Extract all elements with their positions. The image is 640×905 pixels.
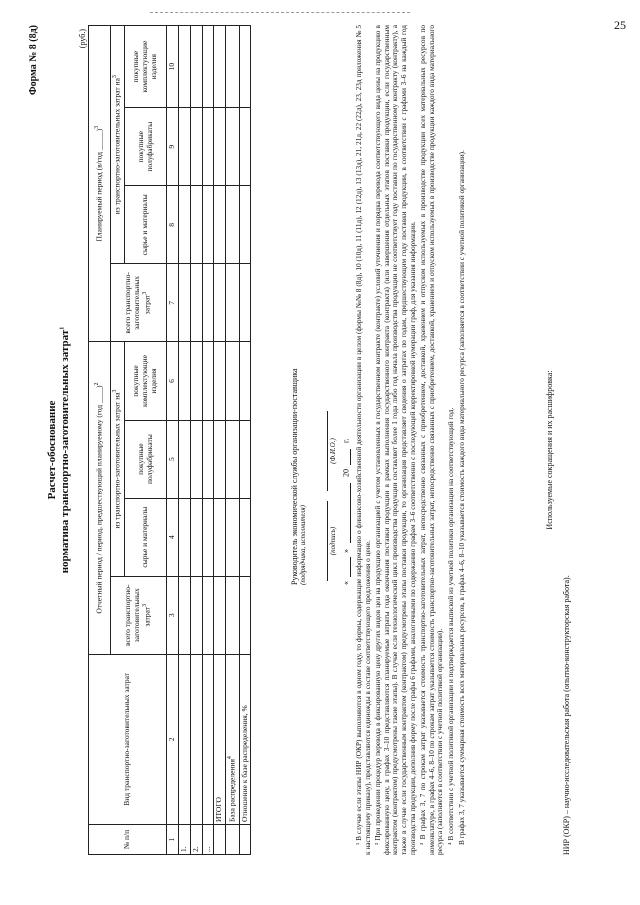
row-num: 1. bbox=[178, 824, 190, 854]
name-caption: (Ф.И.О.) bbox=[328, 438, 337, 464]
table-row-ratio bbox=[239, 26, 251, 855]
page-number: 25 bbox=[614, 18, 626, 32]
table-row bbox=[190, 26, 202, 855]
form-number: Форма № 8 (8д) bbox=[28, 25, 39, 96]
table-row bbox=[202, 26, 214, 855]
calculation-table bbox=[88, 25, 251, 855]
col-number: 2 bbox=[167, 654, 179, 824]
col-number: 7 bbox=[167, 264, 179, 342]
signer-title: Руководитель экономической службы организации-поставщика bbox=[290, 368, 299, 585]
row-num: 2. bbox=[190, 824, 202, 854]
col-header-raw: сырье и материалы bbox=[125, 498, 167, 576]
abbreviation-item: НИР (ОКР) – научно-исследовательская работа (опытно-конструкторская работа). bbox=[562, 575, 571, 855]
table-row-total bbox=[214, 26, 226, 855]
table-row-base bbox=[226, 26, 239, 855]
signature-caption: (подпись) bbox=[328, 526, 337, 556]
signature-block bbox=[290, 285, 351, 585]
footnote: В графах 3, 7 указывается суммарная стоимость всех материальных ресурсов, в графах 4–6, 8–10 указывается стоимость каждого вида материального ресурса (заполняется в соответствии с учетной политикой организации). bbox=[456, 150, 466, 845]
col-number: 9 bbox=[167, 108, 179, 186]
col-header-type: Вид транспортно-заготовительных затрат bbox=[89, 654, 167, 824]
date-line: «» 20 г. bbox=[341, 438, 351, 585]
signer-subtitle: (подрядчика, исполнителя) bbox=[299, 504, 308, 585]
col-number: 10 bbox=[167, 26, 179, 108]
row-label-base: База распределения$^4$ bbox=[226, 654, 239, 824]
group-header-report: Отчетный период / период, предшествующий планируемому (год ____)$^2$ bbox=[89, 342, 111, 654]
row-label-itogo: ИТОГО bbox=[214, 654, 226, 824]
name-line bbox=[318, 411, 328, 491]
signature-line bbox=[318, 501, 328, 581]
form-subtitle: норматива транспортно-заготовительных затрат$^1$ bbox=[59, 326, 71, 574]
col-number: 8 bbox=[167, 186, 179, 264]
footnotes bbox=[355, 25, 468, 855]
col-header-comp: покупные комплектующие изделия bbox=[125, 342, 167, 420]
col-header-incl-plan: из транспортно-заготовительных затрат $на^3$ bbox=[111, 26, 125, 264]
col-number: 3 bbox=[167, 576, 179, 654]
table-row bbox=[178, 26, 190, 855]
rotated-form-sheet bbox=[20, 15, 620, 885]
footnote: ² При проведении процедур перевода в фиксированную цену других видов цен на продукцию организацией с учетом установленных в государственном контракте (контракте) условий уточнения и порядка перевода соответствующего вида цены на продукцию в фиксированную цену, в графах 3–10 представляются планируемые затраты года окончания поставки продукции в рамках выполнения государственного контракта (контракта) (или завершения отдельных этапов поставки продукции, если государственным контрактом (контрактом) предусмотрены такие этапы). В случае если технологический цикл производства продукции составляет более 1 года либо год начала производства продукции не соответствует году поставки по государственному контракту (контракту), а также в случае если государственным контрактом (контрактом) предусмотрены этапы поставки продукции, то организация представляет сведения о затратах по годам, предшествующим году поставки продукции, в соответствии с графами 3–6 на каждый год производства продукции, дополнив форму после графы 6 графами, аналогичными по содержанию графам 3–6 соответственно с последующей корректировкой нумерации граф, для указания информации. bbox=[373, 25, 417, 855]
col-number: 4 bbox=[167, 498, 179, 576]
col-header-incl-report: из транспортно-заготовительных затрат $на^3$ bbox=[111, 342, 125, 576]
abbreviations-heading: Используемые сокращения и их расшифровка: bbox=[545, 370, 554, 530]
row-num: ... bbox=[202, 824, 214, 854]
form-title: Расчет-обоснование bbox=[46, 400, 58, 500]
col-number: 6 bbox=[167, 342, 179, 420]
row-label-ratio: Отношение к базе распределения, % bbox=[239, 654, 251, 824]
col-header-num: № п/п bbox=[89, 824, 167, 854]
col-header-semi: покупные полуфабрикаты bbox=[125, 420, 167, 498]
footnote: ¹ В случае если этапы НИР (ОКР) выполняются в одном году, то формы, содержащие информацию о финансово-хозяйственной деятельности организации в целом (формы №№ 8 (8д), 10 (10д), 11 (11д), 12 (12д), 13 (13д), 21, 21д, 22 (22д), 23, 23д приложения № 5 к настоящему приказу), представляются единожды в составе соответствующего предложения о цене. bbox=[354, 25, 372, 855]
group-header-plan: Планируемый период (в/год _____)$^3$ bbox=[89, 26, 111, 342]
col-number: 1 bbox=[167, 824, 179, 854]
col-header-total-plan: всего транспортно-заготовительных затрат$^3$ bbox=[111, 264, 167, 342]
col-number: 5 bbox=[167, 420, 179, 498]
col-header-semi: покупные полуфабрикаты bbox=[125, 108, 167, 186]
col-header-comp: покупные комплектующие изделия bbox=[125, 26, 167, 108]
currency-unit: (руб.) bbox=[78, 29, 87, 49]
col-header-raw: сырье и материалы bbox=[125, 186, 167, 264]
footnote: ⁴ В соответствии с учетной политикой организации и подтверждается выпиской из учетной политики организации на соответствующий год. bbox=[446, 407, 456, 845]
footnote: ³ В графах 3, 7 по строкам затрат указывается стоимость транспортно-заготовительных затрат, непосредственно связанных с приобретением, доставкой, хранением и отпуском используемых в производстве продукции всех материальных ресурсов по номенклатуре, в графах 4–6, 8–10 по строкам затрат указывается стоимость транспортно-заготовительных затрат, непосредственно связанных с приобретением, доставкой, хранением и отпуском используемых в производстве продукции каждого вида материального ресурса (заполняется в соответствии с учетной политикой организации). bbox=[418, 25, 445, 855]
col-header-total-report: всего транспортно-заготовительных затрат$^3$ bbox=[111, 576, 167, 654]
scan-edge-line bbox=[150, 12, 410, 13]
